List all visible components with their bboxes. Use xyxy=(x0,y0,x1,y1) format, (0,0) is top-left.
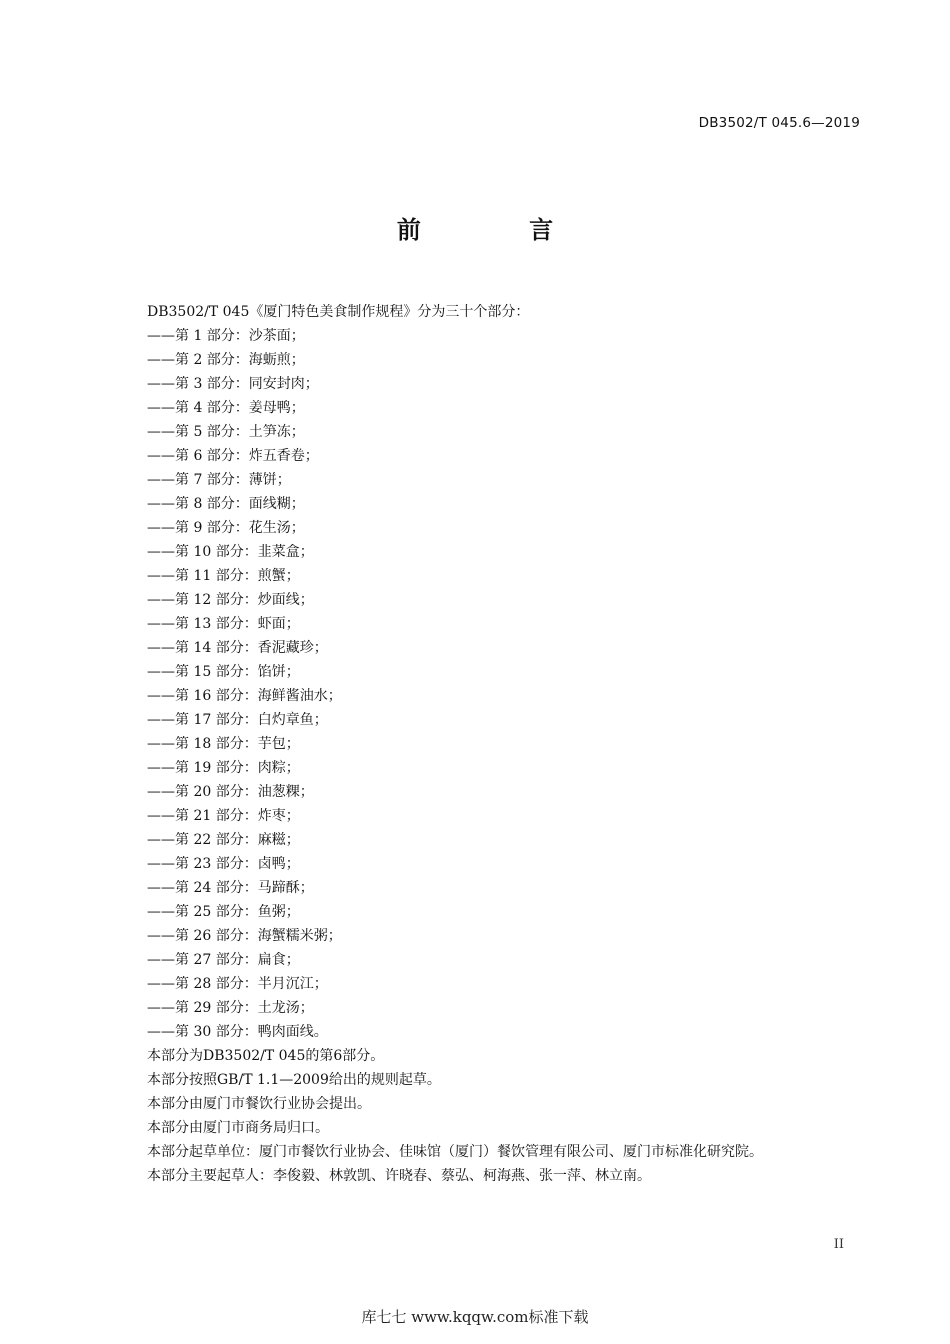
part-item: ——第 17 部分：白灼章鱼； xyxy=(147,712,328,728)
part-item: ——第 5 部分：土笋冻； xyxy=(147,424,305,440)
part-item: ——第 20 部分：油葱粿； xyxy=(147,784,314,800)
part-item: ——第 25 部分：鱼粥； xyxy=(147,904,300,920)
statements-list xyxy=(147,1044,877,1188)
page-number: II xyxy=(833,1237,844,1252)
part-item: ——第 9 部分：花生汤； xyxy=(147,520,305,536)
part-item: ——第 26 部分：海蟹糯米粥； xyxy=(147,928,342,944)
part-item: ——第 2 部分：海蛎煎； xyxy=(147,352,305,368)
part-item: ——第 30 部分：鸭肉面线。 xyxy=(147,1024,328,1040)
standard-code: DB3502/T 045.6—2019 xyxy=(698,115,860,131)
part-item: ——第 7 部分：薄饼； xyxy=(147,472,291,488)
statement-line: 本部分由厦门市商务局归口。 xyxy=(147,1120,329,1136)
part-item: ——第 11 部分：煎蟹； xyxy=(147,568,300,584)
part-item: ——第 12 部分：炒面线； xyxy=(147,592,314,608)
part-item: ——第 14 部分：香泥藏珍； xyxy=(147,640,328,656)
page-title: 前 言 xyxy=(396,216,604,244)
part-item: ——第 19 部分：肉粽； xyxy=(147,760,300,776)
part-item: ——第 13 部分：虾面； xyxy=(147,616,300,632)
part-item: ——第 10 部分：韭菜盒； xyxy=(147,544,314,560)
statement-line: 本部分由厦门市餐饮行业协会提出。 xyxy=(147,1096,371,1112)
part-item: ——第 6 部分：炸五香卷； xyxy=(147,448,319,464)
part-item: ——第 27 部分：扁食； xyxy=(147,952,300,968)
part-item: ——第 24 部分：马蹄酥； xyxy=(147,880,314,896)
part-item: ——第 22 部分：麻糍； xyxy=(147,832,300,848)
statement-line: 本部分按照GB/T 1.1—2009给出的规则起草。 xyxy=(147,1072,441,1088)
footer-watermark: 库七七 www.kqqw.com标准下载 xyxy=(361,1308,589,1326)
statement-line: 本部分主要起草人：李俊毅、林敦凯、许晓春、蔡弘、柯海燕、张一萍、林立南。 xyxy=(147,1168,651,1184)
part-item: ——第 15 部分：馅饼； xyxy=(147,664,300,680)
part-item: ——第 29 部分：土龙汤； xyxy=(147,1000,314,1016)
statement-line: 本部分为DB3502/T 045的第6部分。 xyxy=(147,1048,385,1064)
parts-list xyxy=(147,324,877,1044)
document-body xyxy=(147,300,877,1188)
part-item: ——第 3 部分：同安封肉； xyxy=(147,376,319,392)
intro-line: DB3502/T 045《厦门特色美食制作规程》分为三十个部分： xyxy=(147,304,530,320)
part-item: ——第 28 部分：半月沉江； xyxy=(147,976,328,992)
part-item: ——第 23 部分：卤鸭； xyxy=(147,856,300,872)
part-item: ——第 18 部分：芋包； xyxy=(147,736,300,752)
part-item: ——第 1 部分：沙茶面； xyxy=(147,328,305,344)
part-item: ——第 8 部分：面线糊； xyxy=(147,496,305,512)
part-item: ——第 16 部分：海鲜酱油水； xyxy=(147,688,342,704)
part-item: ——第 4 部分：姜母鸭； xyxy=(147,400,305,416)
statement-line: 本部分起草单位：厦门市餐饮行业协会、佳味馆（厦门）餐饮管理有限公司、厦门市标准化研究院。 xyxy=(147,1144,763,1160)
part-item: ——第 21 部分：炸枣； xyxy=(147,808,300,824)
